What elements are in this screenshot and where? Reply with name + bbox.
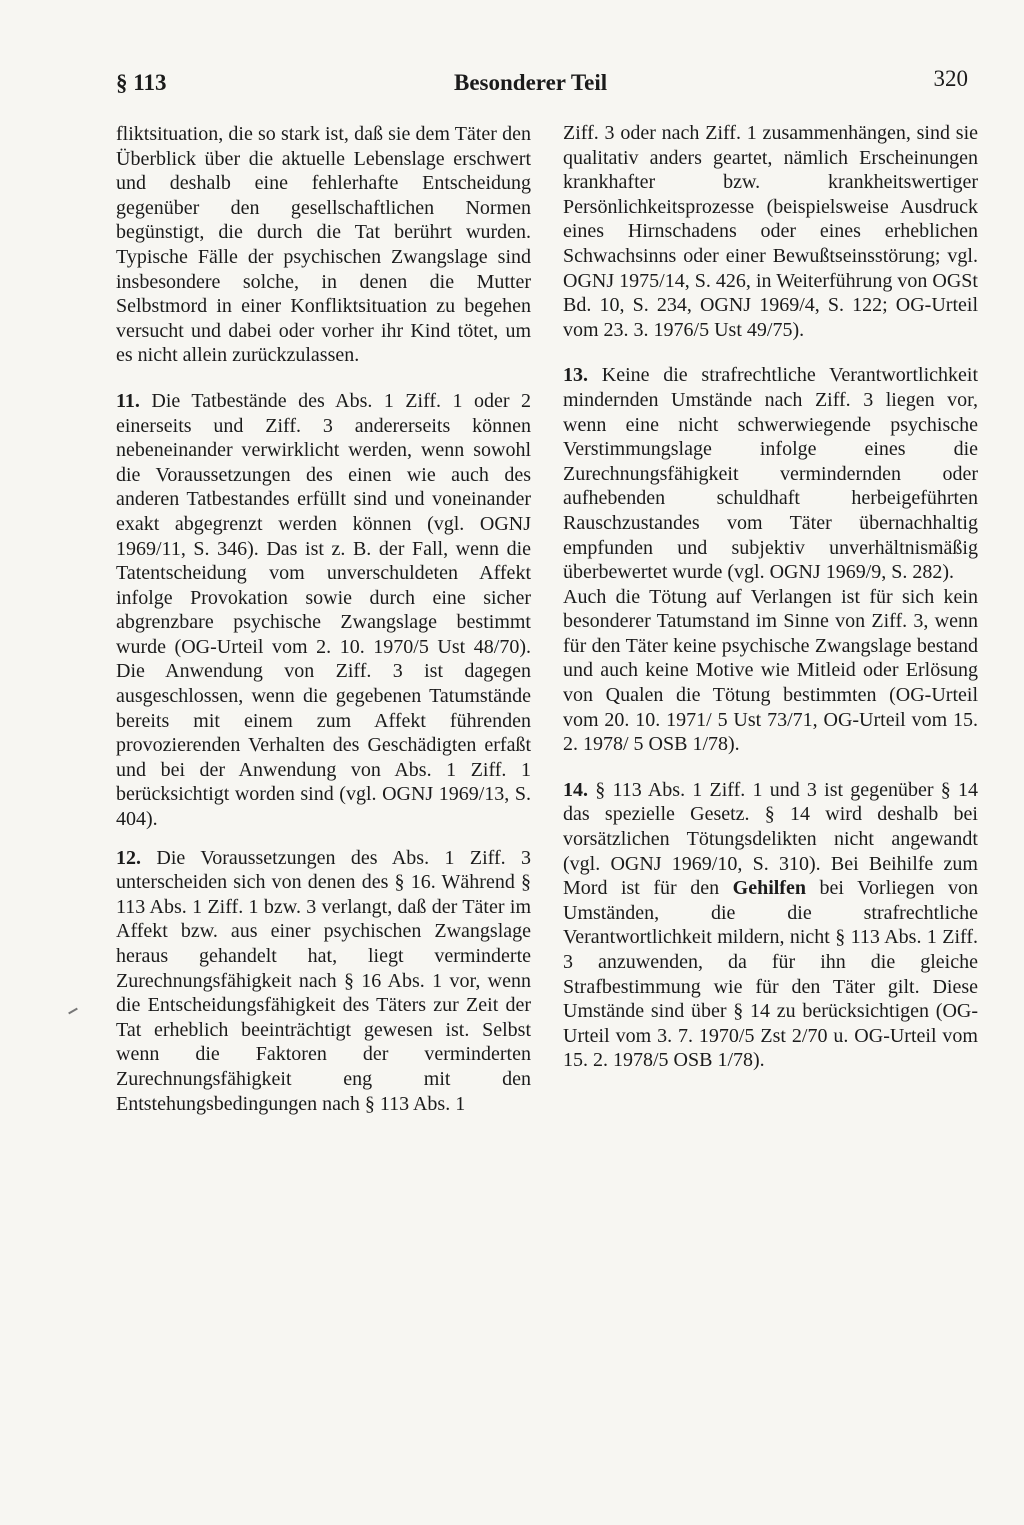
page-number: 320 <box>933 66 968 91</box>
paragraph-13-second <box>563 585 978 757</box>
paragraph-number: 11. <box>116 389 140 412</box>
paragraph-number: 12. <box>116 846 141 869</box>
paragraph-11 <box>116 389 531 832</box>
margin-mark <box>68 1008 78 1015</box>
paragraph-text: § 113 Abs. 1 Ziff. 1 und 3 ist gegenüber § 14 das spezielle Gesetz. § 14 wird deshalb bei vorsätzlichen Tötungsdelikten nicht angewandt (vgl. OGNJ 1969/10, S. 310). Bei Beihilfe zum Mord ist für den <box>563 778 978 900</box>
paragraph-number: 14. <box>563 778 588 801</box>
emphasized-term: Gehilfen <box>732 877 806 900</box>
paragraph-number: 13. <box>563 364 588 387</box>
running-head <box>116 66 968 102</box>
paragraph-13 <box>563 363 978 584</box>
paragraph-12-continued <box>563 121 978 342</box>
part-title: Besonderer Teil <box>454 70 608 95</box>
paragraph-text: Auch die Tötung auf Verlangen ist für sich kein besonderer Tatumstand im Sinne von Ziff. 3, wenn für den Täter keine psychische Zwangslage bestand und auch keine Motive wie Mitleid oder Erlösung von Qualen die Tötung bestimmten (OG-Urteil vom 20. 10. 1971/ 5 Ust 73/71, OG-Urteil vom 15. 2. 1978/ 5 OSB 1/78). <box>563 585 978 756</box>
paragraph-text: Die Voraussetzungen des Abs. 1 Ziff. 3 unterscheiden sich von denen des § 16. Während § 113 Abs. 1 Ziff. 1 bzw. 3 verlangt, daß der Täter im Affekt bzw. aus einer psychischen Zwangslage heraus gehandelt hat, liegt verminderte Zurechnungsfähigkeit nach § 16 Abs. 1 vor, wenn die Entscheidungsfähigkeit des Täters zur Zeit der Tat erheblich beeinträchtigt gewesen ist. Selbst wenn die Faktoren der verminderten Zurechnungsfähigkeit eng mit den Entstehungsbedingungen nach § 113 Abs. 1 <box>116 846 532 1115</box>
section-number: § 113 <box>116 70 167 95</box>
left-column <box>116 122 531 1116</box>
paragraph-text: bei Vorliegen von Umständen, die die strafrechtliche Verantwortlichkeit mildern, nicht § 113 Abs. 1 Ziff. 3 anzuwenden, da für ihn die gleiche Strafbestimmung wie für den Täter gilt. Diese Umstände sind über § 14 zu berücksichtigen (OG-Urteil vom 3. 7. 1970/5 Zst 2/70 u. OG-Urteil vom 15. 2. 1978/5 OSB 1/78). <box>563 877 979 1072</box>
paragraph-12 <box>116 846 531 1117</box>
paragraph-text: Keine die strafrechtliche Verantwortlichkeit mindernden Umstände nach Ziff. 3 liegen vor, wenn eine nicht schwerwiegende psychische Verstimmungslage infolge eines die Zurechnungsfähigkeit vermindernden oder aufhebenden schuldhaft herbeigeführten Rauschzustandes vom Täter übernachhaltig empfunden und subjektiv unverhältnismäßig überbewertet wurde (vgl. OGNJ 1969/9, S. 282). <box>563 364 979 584</box>
paragraph-continued <box>116 122 531 368</box>
right-column <box>563 122 978 1073</box>
paragraph-14 <box>563 778 978 1073</box>
paragraph-text: Die Tatbestände des Abs. 1 Ziff. 1 oder 2 einerseits und Ziff. 3 andererseits können nebeneinander verwirklicht werden, wenn sowohl die Voraussetzungen des einen wie auch des anderen Tatbestandes erfüllt sind und voneinander exakt abgegrenzt werden können (vgl. OGNJ 1969/11, S. 346). Das ist z. B. der Fall, wenn die Tatentscheidung vom unverschuldeten Affekt infolge Provokation sowie durch eine sicher abgrenzbare psychische Zwangslage bestimmt wurde (OG-Urteil vom 2. 10. 1970/5 Ust 48/70). Die Anwendung von Ziff. 3 ist dagegen ausgeschlossen, wenn die gegebenen Tatumstände bereits mit einem zum Affekt führenden provozierenden Verhalten des Geschädigten erfaßt und bei der Anwendung von Abs. 1 Ziff. 1 berücksichtigt worden sind (vgl. OGNJ 1969/13, S. 404). <box>116 389 532 831</box>
paragraph-text: Ziff. 3 oder nach Ziff. 1 zusammenhängen, sind sie qualitativ anders geartet, nämlich Erscheinungen krankhafter bzw. krankheitswertiger Persönlichkeitsprozesse (beispielsweise Ausdruck eines Hirnschadens oder eines erheblichen Schwachsinns oder einer Bewußtseinsstörung; vgl. OGNJ 1975/14, S. 426, in Weiterführung von OGSt Bd. 10, S. 234, OGNJ 1969/4, S. 122; OG-Urteil vom 23. 3. 1976/5 Ust 49/75). <box>563 122 978 341</box>
paragraph-text: fliktsituation, die so stark ist, daß sie dem Täter den Überblick über die aktuelle Lebenslage erschwert und deshalb eine fehlerhafte Entscheidung gegenüber den gesellschaftlichen Normen begünstigt, die durch die Tat berührt wurden. Typische Fälle der psychischen Zwangslage sind insbesondere solche, in denen die Mutter Selbstmord in einer Konfliktsituation zu begehen versucht und dabei oder vorher ihr Kind tötet, um es nicht allein zurückzulassen. <box>116 123 531 367</box>
